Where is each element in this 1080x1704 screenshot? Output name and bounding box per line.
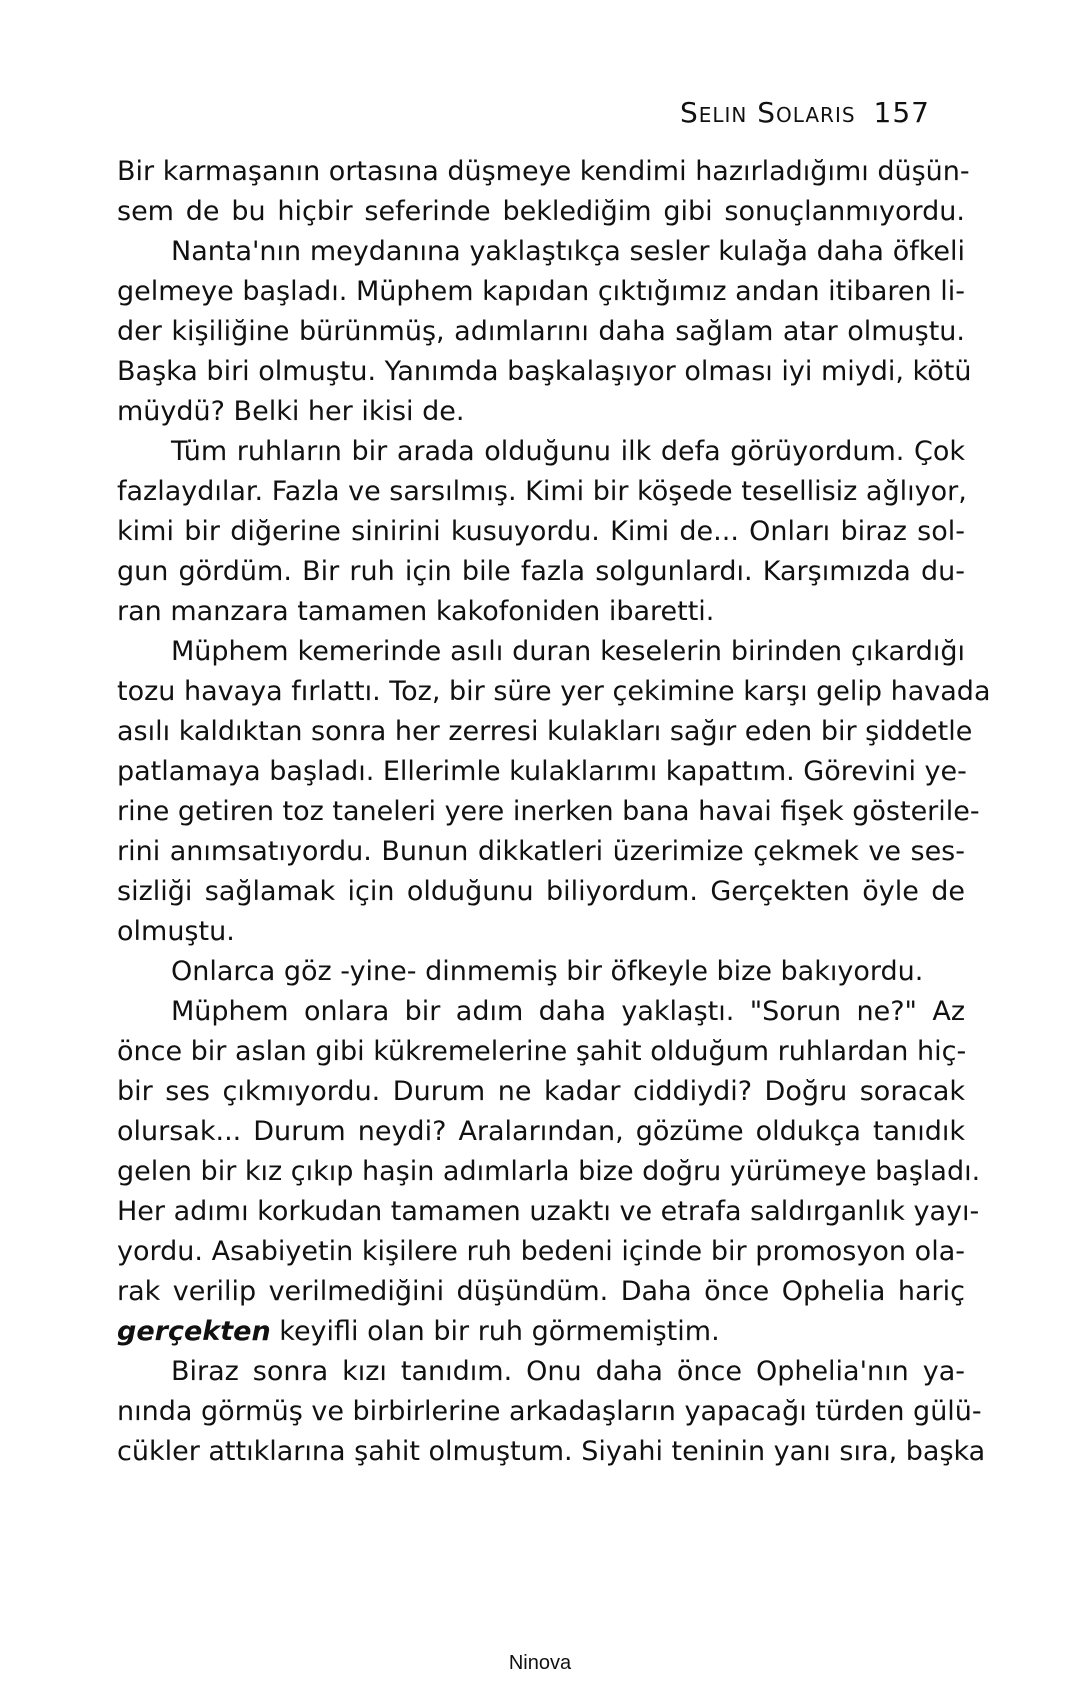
- text-line: rine getiren toz taneleri yere inerken bana havai fişek gösterile-: [117, 796, 980, 827]
- text-line: Bir karmaşanın ortasına düşmeye kendimi hazırladığımı düşün-: [117, 156, 970, 187]
- text-line: sizliği sağlamak için olduğunu biliyordum. Gerçekten öyle de: [117, 876, 965, 907]
- emphasis-word: gerçekten: [117, 1316, 271, 1347]
- text-line: nında görmüş ve birbirlerine arkadaşların yapacağı türden gülü-: [117, 1396, 982, 1427]
- text-line: patlamaya başladı. Ellerimle kulaklarımı kapattım. Görevini ye-: [117, 756, 967, 787]
- text-line-with-emphasis: [117, 1312, 965, 1352]
- text-line: önce bir aslan gibi kükremelerine şahit olduğum ruhlardan hiç-: [117, 1036, 967, 1067]
- text-line: Nanta'nın meydanına yaklaştıkça sesler kulağa daha öfkeli: [171, 236, 965, 267]
- text-line: Her adımı korkudan tamamen uzaktı ve etrafa saldırganlık yayı-: [117, 1196, 980, 1227]
- text-line: rini anımsatıyordu. Bunun dikkatleri üzerimize çekmek ve ses-: [117, 836, 965, 867]
- page-number: 157: [873, 96, 930, 129]
- text-line: Onlarca göz -yine- dinmemiş bir öfkeyle bize bakıyordu.: [171, 956, 924, 987]
- text-line: müydü? Belki her ikisi de.: [117, 396, 465, 427]
- text-line: sem de bu hiçbir seferinde beklediğim gibi sonuçlanmıyordu.: [117, 196, 965, 227]
- running-title: Selin Solaris: [679, 96, 856, 129]
- text-line: Tüm ruhların bir arada olduğunu ilk defa görüyordum. Çok: [171, 436, 965, 467]
- body-text: [117, 152, 991, 1472]
- text-line: bir ses çıkmıyordu. Durum ne kadar ciddiydi? Doğru soracak: [117, 1076, 965, 1107]
- text-line: olursak... Durum neydi? Aralarından, gözüme oldukça tanıdık: [117, 1116, 965, 1147]
- text-line: gelen bir kız çıkıp haşin adımlarla bize doğru yürümeye başladı.: [117, 1156, 981, 1187]
- text-line: Müphem kemerinde asılı duran keselerin birinden çıkardığı: [171, 636, 965, 667]
- text-line: cükler attıklarına şahit olmuştum. Siyahi teninin yanı sıra, başka: [117, 1436, 986, 1467]
- text-line: asılı kaldıktan sonra her zerresi kulakları sağır eden bir şiddetle: [117, 716, 973, 747]
- text-line: olmuştu.: [117, 916, 235, 947]
- text-line-rest: keyifli olan bir ruh görmemiştim.: [279, 1316, 720, 1347]
- text-line: ran manzara tamamen kakofoniden ibaretti.: [117, 596, 715, 627]
- text-line: Müphem onlara bir adım daha yaklaştı. "Sorun ne?" Az: [171, 996, 965, 1027]
- text-line: der kişiliğine bürünmüş, adımlarını daha sağlam atar olmuştu.: [117, 316, 965, 347]
- text-line: tozu havaya fırlattı. Toz, bir süre yer çekimine karşı gelip havada: [117, 676, 991, 707]
- text-line: fazlaydılar. Fazla ve sarsılmış. Kimi bir köşede tesellisiz ağlıyor,: [117, 476, 967, 507]
- text-line: gelmeye başladı. Müphem kapıdan çıktığımız andan itibaren li-: [117, 276, 965, 307]
- running-head: [680, 96, 930, 129]
- text-line: Biraz sonra kızı tanıdım. Onu daha önce Ophelia'nın ya-: [171, 1356, 965, 1387]
- text-line: gun gördüm. Bir ruh için bile fazla solgunlardı. Karşımızda du-: [117, 556, 965, 587]
- publisher-footer: Ninova: [508, 1652, 572, 1674]
- text-line: yordu. Asabiyetin kişilere ruh bedeni içinde bir promosyon ola-: [117, 1236, 965, 1267]
- text-line: kimi bir diğerine sinirini kusuyordu. Kimi de... Onları biraz sol-: [117, 516, 965, 547]
- text-line: Başka biri olmuştu. Yanımda başkalaşıyor olması iyi miydi, kötü: [117, 356, 972, 387]
- text-line: rak verilip verilmediğini düşündüm. Daha önce Ophelia hariç: [117, 1276, 965, 1307]
